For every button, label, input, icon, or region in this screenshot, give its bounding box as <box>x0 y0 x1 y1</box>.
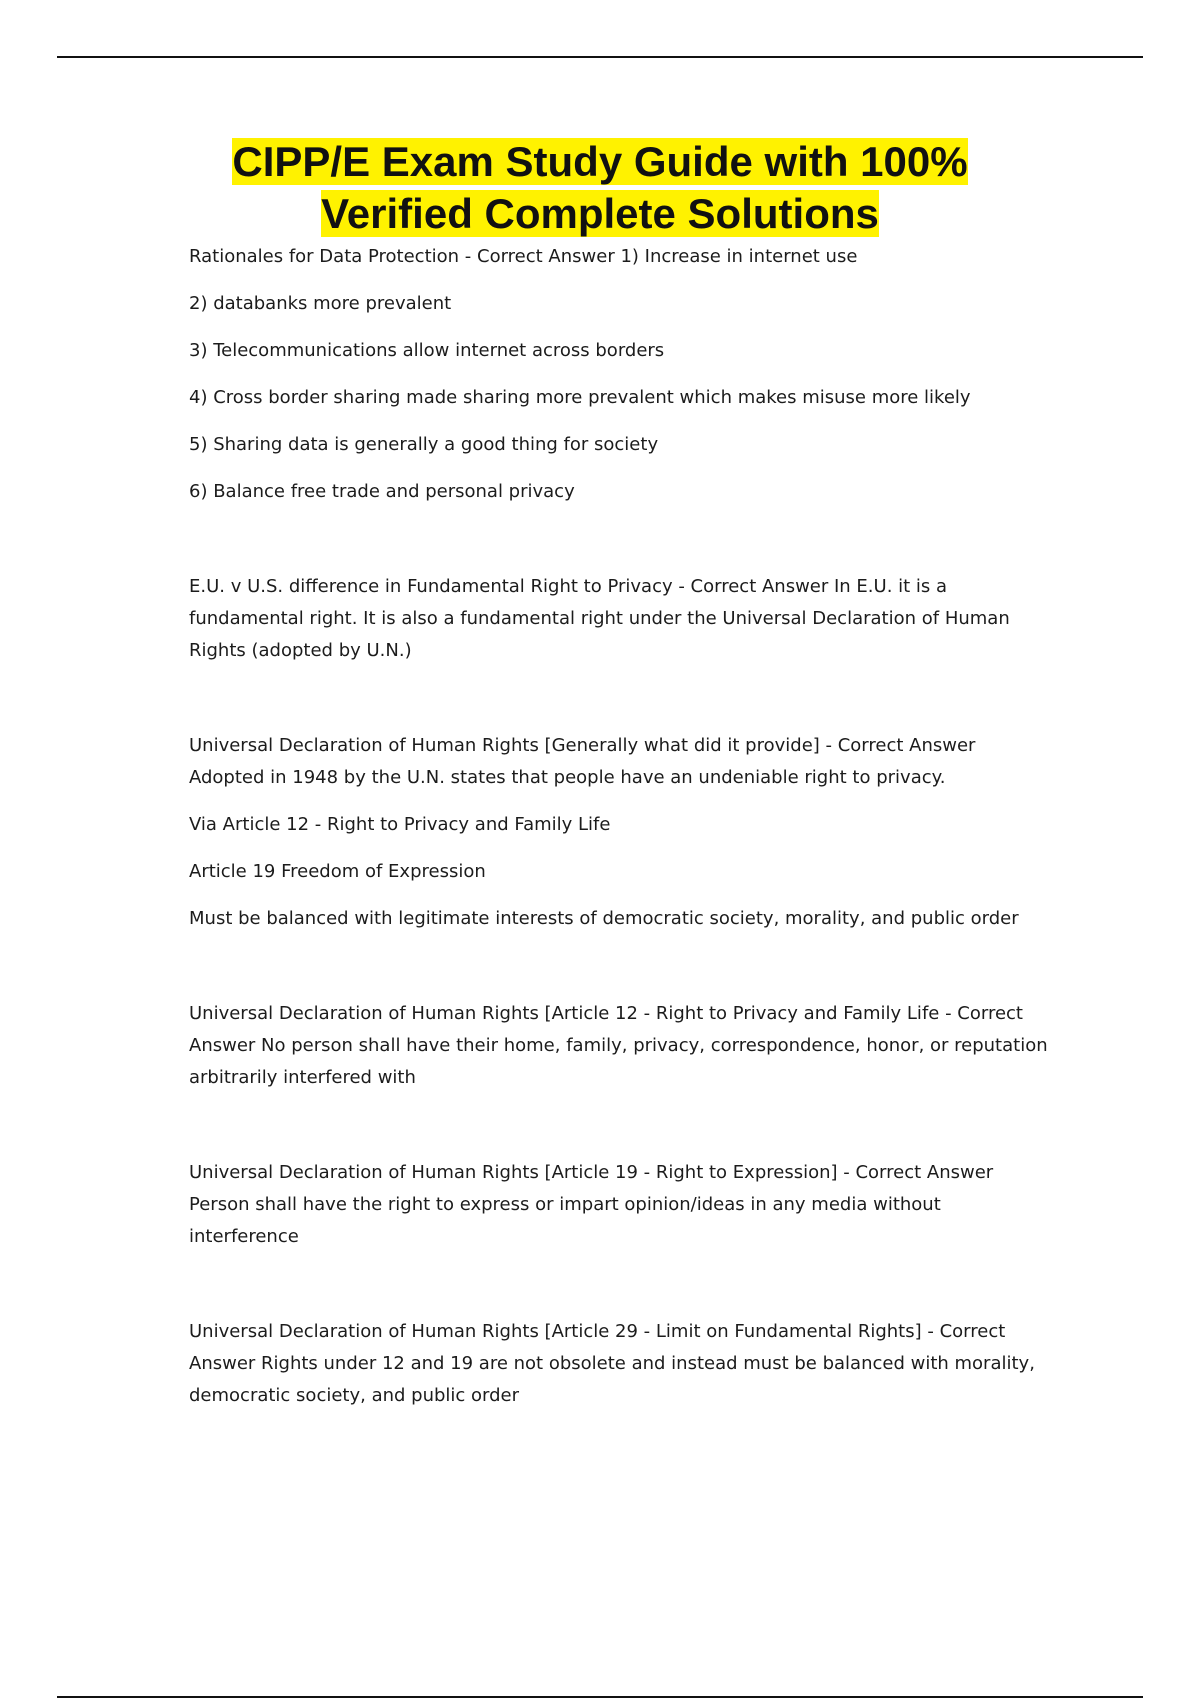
spacer <box>189 1268 1049 1316</box>
spacer <box>189 1109 1049 1157</box>
paragraph-article-12-ref: Via Article 12 - Right to Privacy and Family Life <box>189 814 611 835</box>
bottom-rule <box>57 1696 1143 1698</box>
paragraph-rationale-5: 5) Sharing data is generally a good thing for society <box>189 434 659 455</box>
paragraph-eu-vs-us: E.U. v U.S. difference in Fundamental Right to Privacy - Correct Answer In E.U. it is a fundamental right. It is also a fundamental right under the Universal Declaration of Human Rights (adopted by U.N.) <box>189 576 1010 661</box>
paragraph-udhr-article-12: Universal Declaration of Human Rights [Article 12 - Right to Privacy and Family Life - Correct Answer No person shall have their home, family, privacy, correspondence, honor, or reputation arbitrarily interfered with <box>189 1003 1048 1088</box>
document-body <box>189 241 1049 1427</box>
paragraph-rationale-6: 6) Balance free trade and personal privacy <box>189 481 575 502</box>
title-line-1: CIPP/E Exam Study Guide with 100% <box>232 138 968 185</box>
paragraph-balanced: Must be balanced with legitimate interests of democratic society, morality, and public order <box>189 908 1019 929</box>
title-line-2: Verified Complete Solutions <box>321 190 879 237</box>
paragraph-udhr-article-19: Universal Declaration of Human Rights [Article 19 - Right to Expression] - Correct Answer Person shall have the right to express or impart opinion/ideas in any media without interference <box>189 1162 994 1247</box>
paragraph-udhr-general: Universal Declaration of Human Rights [Generally what did it provide] - Correct Answer Adopted in 1948 by the U.N. states that people have an undeniable right to privacy. <box>189 735 976 788</box>
spacer <box>189 682 1049 730</box>
paragraph-rationale-3: 3) Telecommunications allow internet across borders <box>189 340 665 361</box>
top-rule <box>57 56 1143 58</box>
paragraph-rationale-4: 4) Cross border sharing made sharing more prevalent which makes misuse more likely <box>189 387 971 408</box>
paragraph-udhr-article-29: Universal Declaration of Human Rights [Article 29 - Limit on Fundamental Rights] - Correct Answer Rights under 12 and 19 are not obsolete and instead must be balanced with morality, democratic society, and public order <box>189 1321 1035 1406</box>
page-title <box>0 136 1200 240</box>
spacer <box>189 950 1049 998</box>
paragraph-rationales: Rationales for Data Protection - Correct Answer 1) Increase in internet use <box>189 246 858 267</box>
spacer <box>189 523 1049 571</box>
paragraph-rationale-2: 2) databanks more prevalent <box>189 293 452 314</box>
paragraph-article-19-ref: Article 19 Freedom of Expression <box>189 861 486 882</box>
